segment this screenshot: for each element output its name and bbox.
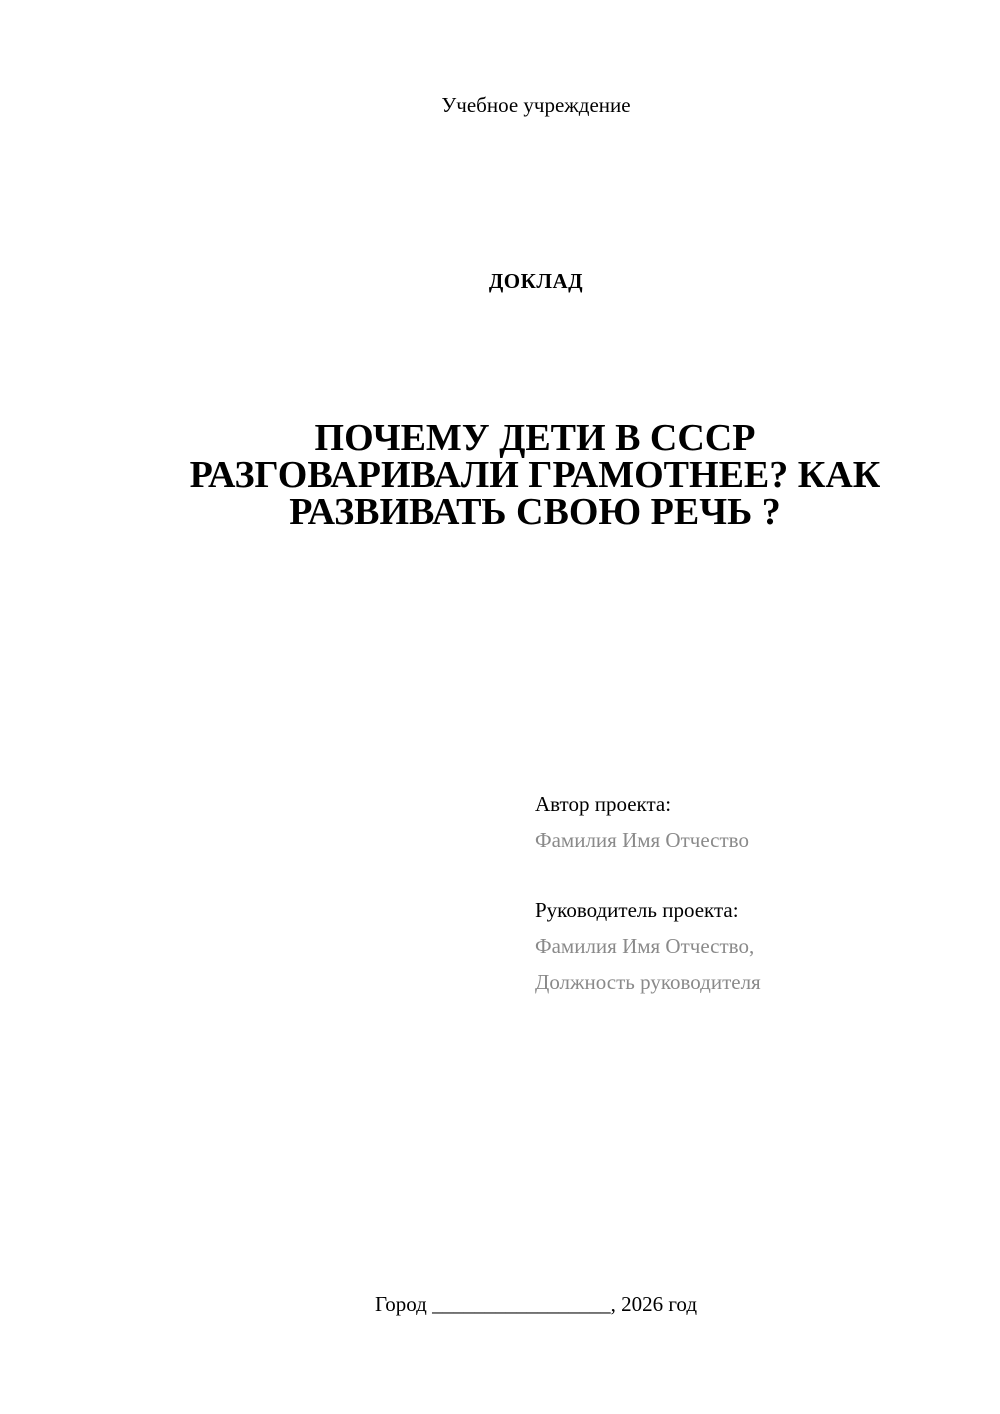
author-block [535,786,955,858]
supervisor-block [535,892,955,1000]
title-line: РАЗВИВАТЬ СВОЮ РЕЧЬ ? [289,491,781,533]
document-type: ДОКЛАД [488,269,584,293]
institution-name: Учебное учреждение [441,93,631,117]
city-year-footer: Город _________________, 2026 год [374,1292,698,1316]
document-title [150,417,920,533]
supervisor-name: Фамилия Имя Отчество, [535,934,755,958]
author-name: Фамилия Имя Отчество [535,828,749,852]
supervisor-label: Руководитель проекта: [535,898,739,922]
title-line: ПОЧЕМУ ДЕТИ В СССР [314,417,756,459]
title-line: РАЗГОВАРИВАЛИ ГРАМОТНЕЕ? КАК [189,454,881,496]
author-label: Автор проекта: [535,792,672,816]
supervisor-position: Должность руководителя [535,970,761,994]
